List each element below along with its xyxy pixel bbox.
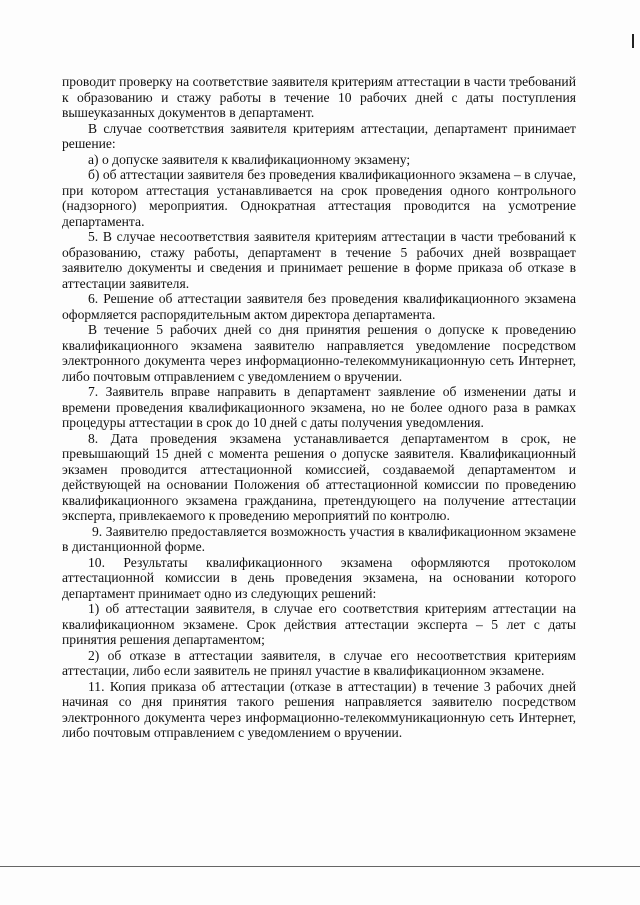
- paragraph: б) об аттестации заявителя без проведения квалификационного экзамена – в случае, при котором аттестация устанавливается на срок проведения одного контрольного (надзорного) мероприятия. Однократная аттестация проводится на усмотрение департамента.: [62, 167, 576, 229]
- paragraph: 2) об отказе в аттестации заявителя, в случае его несоответствия критериям аттестации, либо если заявитель не принял участие в квалификационном экзамене.: [62, 647, 576, 678]
- paragraph: а) о допуске заявителя к квалификационному экзамену;: [88, 151, 411, 167]
- paragraph: В течение 5 рабочих дней со дня принятия решения о допуске к проведению квалификационного экзамена заявителю направляется уведомление посредством электронного документа через информационно-телекоммуникационную сеть Интернет, либо почтовым отправлением с уведомлением о вручении.: [62, 322, 576, 384]
- paragraph: 11. Копия приказа об аттестации (отказе в аттестации) в течение 3 рабочих дней начиная со дня принятия такого решения направляется заявителю посредством электронного документа через информационно-телекоммуникационную сеть Интернет, либо почтовым отправлением с уведомлением о вручении.: [62, 678, 576, 740]
- document-body: [62, 74, 576, 741]
- paragraph: 1) об аттестации заявителя, в случае его соответствия критериям аттестации на квалификационном экзамене. Срок действия аттестации эксперта – 5 лет с даты принятия решения департаментом;: [62, 601, 576, 647]
- paragraph: проводит проверку на соответствие заявителя критериям аттестации в части требований к образованию и стажу работы в течение 10 рабочих дней с даты поступления вышеуказанных документов в департамент.: [62, 74, 576, 120]
- scan-edge-mark: [632, 34, 634, 48]
- paragraph: 9. Заявителю предоставляется возможность участия в квалификационном экзамене в дистанционной форме.: [62, 523, 576, 554]
- scan-bottom-edge: [0, 866, 640, 867]
- paragraph: 7. Заявитель вправе направить в департамент заявление об изменении даты и времени проведения квалификационного экзамена, но не более одного раза в рамках процедуры аттестации в срок до 10 дней с даты получения уведомления.: [62, 384, 576, 430]
- paragraph: В случае соответствия заявителя критериям аттестации, департамент принимает решение:: [62, 120, 576, 151]
- paragraph: 10. Результаты квалификационного экзамена оформляются протоколом аттестационной комиссии в день проведения экзамена, на основании которого департамент принимает одно из следующих решений:: [62, 554, 576, 601]
- paragraph: 6. Решение об аттестации заявителя без проведения квалификационного экзамена оформляется распорядительным актом директора департамента.: [62, 291, 576, 322]
- paragraph: 5. В случае несоответствия заявителя критериям аттестации в части требований к образованию, стажу работы, департамент в течение 5 рабочих дней возвращает заявителю документы и сведения и принимает решение в форме приказа об отказе в аттестации заявителя.: [62, 229, 576, 291]
- paragraph: 8. Дата проведения экзамена устанавливается департаментом в срок, не превышающий 15 дней с момента решения о допуске заявителя. Квалификационный экзамен проводится аттестационной комиссией, создаваемой департаментом и действующей на основании Положения об аттестационной комиссии по проведению квалификационного экзамена гражданина, претендующего на получение аттестации эксперта, привлекаемого к проведению мероприятий по контролю.: [62, 430, 576, 523]
